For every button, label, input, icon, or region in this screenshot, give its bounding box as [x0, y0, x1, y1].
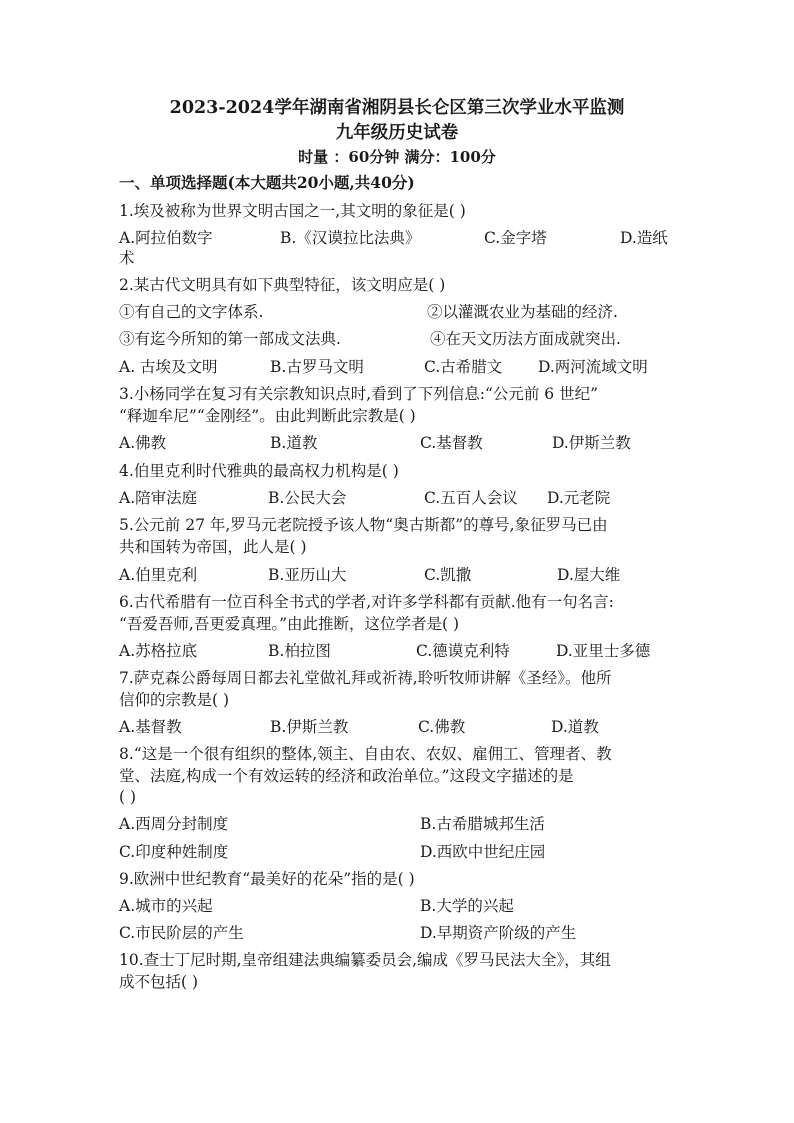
question-5-stem-2: 共和国转为帝国，此人是( )	[119, 538, 307, 556]
question-2-option-a: A. 古埃及文明	[119, 358, 218, 376]
question-6-option-c: C.德谟克利特	[416, 642, 510, 660]
question-9-option-a: A.城市的兴起	[119, 897, 213, 915]
section-heading: 一、单项选择题(本大题共20小题,共40分)	[119, 173, 415, 192]
question-7-option-a: A.基督教	[119, 718, 182, 736]
question-5-option-d: D.屋大维	[557, 566, 621, 584]
question-2-option-c: C.古希腊文	[424, 358, 503, 376]
question-2-statement-1: ①有自己的文字体系.	[119, 303, 264, 321]
question-8-option-b: B.古希腊城邦生活	[420, 815, 545, 833]
question-2-option-d: D.两河流域文明	[538, 358, 648, 376]
question-7-stem-2: 信仰的宗教是( )	[119, 691, 230, 709]
question-5-option-a: A.伯里克利	[119, 566, 198, 584]
question-9-option-c: C.市民阶层的产生	[119, 924, 244, 942]
question-9-stem: 9.欧洲中世纪教育“最美好的花朵”指的是( )	[119, 870, 415, 888]
question-3-stem-2: “释迦牟尼”“金刚经”。由此判断此宗教是( )	[119, 407, 416, 425]
question-3-stem-1: 3.小杨同学在复习有关宗教知识点时,看到了下列信息:“公元前 6 世纪”	[119, 385, 599, 403]
question-2-statement-4: ④在天文历法方面成就突出.	[430, 330, 621, 348]
question-5-option-c: C.凯撒	[424, 566, 472, 584]
question-3-option-a: A.佛教	[119, 434, 167, 452]
question-7-stem-1: 7.萨克森公爵每周日都去礼堂做礼拜或祈祷,聆听牧师讲解《圣经》。他所	[119, 669, 612, 687]
question-7-option-c: C.佛教	[418, 718, 466, 736]
question-6-stem-1: 6.古代希腊有一位百科全书式的学者,对许多学科都有贡献.他有一句名言:	[119, 593, 614, 611]
exam-subtitle: 九年级历史试卷	[335, 123, 459, 143]
question-2-option-b: B.古罗马文明	[270, 358, 364, 376]
question-7-option-d: D.道教	[551, 718, 599, 736]
question-3-option-b: B.道教	[270, 434, 318, 452]
question-10-stem-1: 10.查士丁尼时期,皇帝组建法典编纂委员会,编成《罗马民法大全》，其组	[119, 951, 611, 969]
question-3-option-c: C.基督教	[420, 434, 483, 452]
question-1-option-a: A.阿拉伯数字	[119, 229, 213, 247]
question-4-stem: 4.伯里克利时代雅典的最高权力机构是( )	[119, 462, 399, 480]
question-6-stem-2: “吾爱吾师,吾更爱真理。”由此推断，这位学者是( )	[119, 615, 460, 633]
question-8-stem-2: 堂、法庭,构成一个有效运转的经济和政治单位。”这段文字描述的是	[119, 767, 574, 785]
exam-title: 2023-2024学年湖南省湘阴县长仑区第三次学业水平监测	[169, 98, 625, 118]
question-5-stem-1: 5.公元前 27 年,罗马元老院授予该人物“奥古斯都”的尊号,象征罗马已由	[119, 516, 608, 534]
question-6-option-b: B.柏拉图	[268, 642, 331, 660]
question-9-option-d: D.早期资产阶级的产生	[420, 924, 577, 942]
question-1-stem: 1.埃及被称为世界文明古国之一,其文明的象征是( )	[119, 202, 466, 220]
question-6-option-a: A.苏格拉底	[119, 642, 198, 660]
question-8-stem-3: ( )	[119, 788, 137, 806]
question-4-option-d: D.元老院	[547, 489, 611, 507]
question-4-option-b: B.公民大会	[268, 489, 347, 507]
question-8-stem-1: 8.“这是一个很有组织的整体,领主、自由农、农奴、雇佣工、管理者、教	[119, 745, 612, 763]
question-4-option-c: C.五百人会议	[424, 489, 518, 507]
question-4-option-a: A.陪审法庭	[119, 489, 198, 507]
question-5-option-b: B.亚历山大	[268, 566, 347, 584]
question-10-stem-2: 成不包括( )	[119, 973, 199, 991]
question-7-option-b: B.伊斯兰教	[270, 718, 349, 736]
question-1-option-d: D.造纸	[620, 229, 668, 247]
question-1-option-b: B.《汉谟拉比法典》	[280, 229, 421, 247]
question-1-wrap: 术	[119, 249, 135, 267]
question-2-stem: 2.某古代文明具有如下典型特征，该文明应是( )	[119, 276, 446, 294]
question-9-option-b: B.大学的兴起	[420, 897, 514, 915]
question-1-option-c: C.金字塔	[484, 229, 547, 247]
question-2-statement-3: ③有迄今所知的第一部成文法典.	[119, 330, 341, 348]
question-6-option-d: D.亚里士多德	[556, 642, 651, 660]
question-8-option-a: A.西周分封制度	[119, 815, 229, 833]
question-2-statement-2: ②以灌溉农业为基础的经济.	[427, 303, 618, 321]
question-8-option-c: C.印度种姓制度	[119, 843, 229, 861]
question-3-option-d: D.伊斯兰教	[552, 434, 631, 452]
exam-meta: 时量 ：60分钟 满分：100分	[298, 148, 496, 166]
question-8-option-d: D.西欧中世纪庄园	[420, 843, 546, 861]
